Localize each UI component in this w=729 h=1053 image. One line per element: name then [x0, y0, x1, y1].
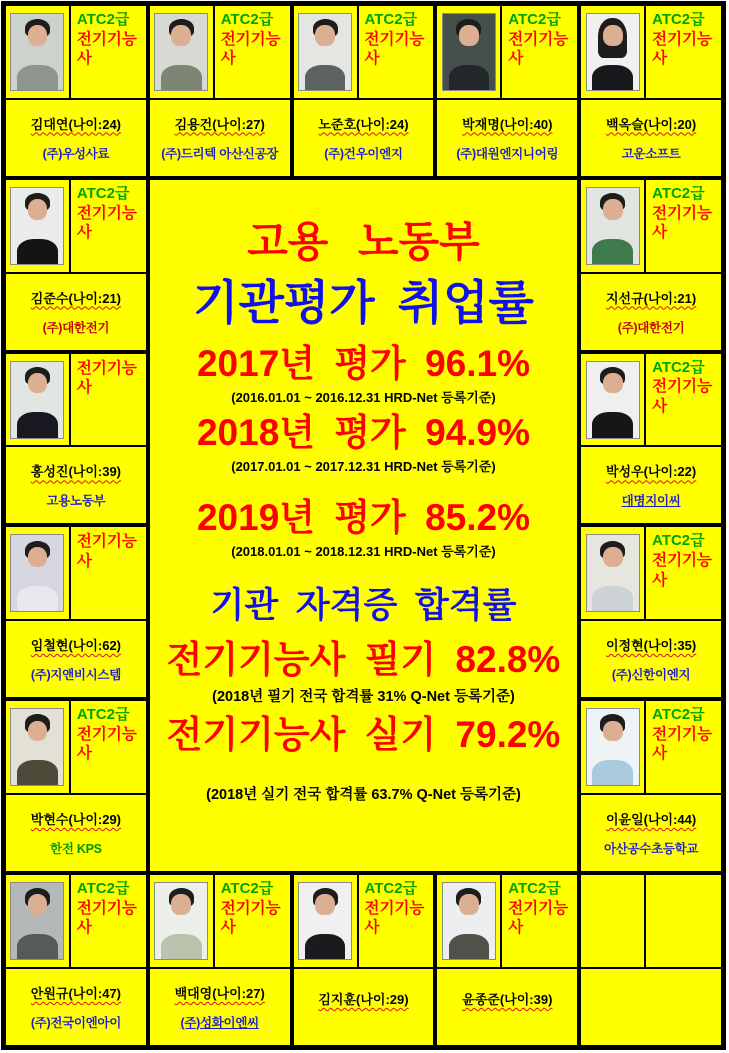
- company-name: (주)지앤비시스템: [30, 668, 121, 683]
- photo-face: [459, 25, 479, 46]
- cert-label-box: [502, 6, 577, 98]
- cell-bottom-section: [6, 795, 146, 871]
- photo-face: [171, 25, 191, 46]
- person-cell: [579, 525, 723, 699]
- cell-top-section: [437, 875, 577, 969]
- person-name: 홍성진(나이:39): [30, 464, 122, 480]
- cert-grade-label: ATC2급: [652, 11, 705, 28]
- cell-top-section: [581, 875, 721, 969]
- id-photo: [154, 13, 208, 91]
- cell-bottom-section: [294, 100, 434, 176]
- person-cell: [4, 525, 148, 699]
- cert-label-box: [502, 875, 577, 967]
- evaluation-caption: (2017.01.01 ~ 2017.12.31 HRD-Net 등록기준): [231, 458, 496, 474]
- photo-face: [171, 894, 191, 915]
- cell-bottom-section: [437, 969, 577, 1045]
- evaluation-caption: (2018.01.01 ~ 2018.12.31 HRD-Net 등록기준): [231, 543, 496, 559]
- cert-grade-label: ATC2급: [220, 880, 274, 898]
- photo-face: [459, 894, 479, 915]
- cell-top-section: [581, 6, 721, 100]
- photo-box: [6, 527, 71, 619]
- person-name: 박재명(나이:40): [462, 116, 553, 132]
- person-cell: [579, 699, 723, 873]
- company-name: (주)우성사료: [42, 146, 110, 161]
- cell-bottom-section: [6, 447, 146, 523]
- company-name: 대명지이씨: [621, 494, 681, 509]
- cert-result-list: [166, 638, 561, 815]
- cell-top-section: [294, 6, 434, 100]
- cert-label-box: [646, 354, 721, 446]
- company-name: 고운소프트: [621, 146, 681, 161]
- cert-result-caption: (2018년 필기 전국 합격률 31% Q-Net 등록기준): [212, 689, 515, 706]
- company-name: (주)대한전기: [617, 320, 685, 335]
- photo-box: [6, 354, 71, 446]
- photo-torso: [17, 586, 58, 612]
- company-name: 아산공수초등학교: [603, 842, 699, 857]
- photo-face: [603, 373, 623, 394]
- id-photo: [586, 13, 640, 91]
- cell-bottom-section: [6, 274, 146, 350]
- cert-label-box: [71, 180, 146, 272]
- photo-box: [581, 875, 646, 967]
- cert-title: 기관 자격증 합격률: [210, 585, 517, 625]
- photo-face: [603, 721, 623, 742]
- poster-title-line2: 기관평가 취업률: [193, 275, 534, 329]
- poster-title-line1: 고용 노동부: [247, 217, 480, 265]
- cert-grade-label: ATC2급: [652, 358, 705, 376]
- photo-torso: [17, 934, 58, 960]
- cert-grade-label: ATC2급: [364, 880, 418, 898]
- cell-top-section: [150, 6, 290, 100]
- cert-grade-label: ATC2급: [508, 11, 561, 28]
- cell-bottom-section: [6, 100, 146, 176]
- company-name: (주)대원엔지니어링: [456, 146, 559, 161]
- person-name: 노준호(나이:24): [318, 116, 409, 132]
- photo-torso: [449, 934, 490, 960]
- person-cell: [292, 4, 436, 178]
- cell-top-section: [6, 701, 146, 795]
- photo-torso: [17, 65, 58, 91]
- photo-box: [294, 6, 359, 98]
- cert-grade-label: ATC2급: [652, 706, 705, 724]
- company-name: (주)신한이엔지: [611, 668, 691, 683]
- cert-label-box: [215, 875, 290, 967]
- cell-bottom-section: [6, 969, 146, 1045]
- cell-bottom-section: [581, 274, 721, 350]
- photo-box: [6, 875, 71, 967]
- evaluation-label: 2018년 평가 94.9%: [196, 412, 530, 454]
- cert-grade-label: ATC2급: [652, 532, 705, 550]
- photo-box: [581, 354, 646, 446]
- id-photo: [10, 187, 64, 265]
- cert-label-box: [646, 875, 721, 967]
- photo-torso: [17, 239, 58, 265]
- cert-name-label: 전기기능사: [220, 899, 281, 937]
- company-name: (주)성화이엔씨: [180, 1015, 259, 1030]
- person-cell: [4, 352, 148, 526]
- cell-top-section: [6, 180, 146, 274]
- photo-box: [437, 875, 502, 967]
- cell-top-section: [6, 875, 146, 969]
- person-cell: [435, 873, 579, 1047]
- person-name: 윤종준(나이:39): [462, 991, 553, 1007]
- cell-bottom-section: [294, 969, 434, 1045]
- cert-name-label: 전기기능사: [652, 30, 712, 68]
- person-cell: [579, 178, 723, 352]
- poster: [1, 1, 726, 1050]
- person-name: 백옥슬(나이:20): [605, 116, 697, 132]
- photo-face: [28, 894, 48, 915]
- person-cell: [148, 873, 292, 1047]
- cert-label-box: [646, 6, 721, 98]
- company-name: (주)전국이엔아이: [30, 1015, 121, 1030]
- cert-name-label: 전기기능사: [364, 30, 425, 68]
- photo-torso: [592, 412, 633, 438]
- person-name: 이윤일(나이:44): [605, 812, 697, 828]
- id-photo: [442, 882, 496, 960]
- photo-face: [603, 25, 623, 46]
- photo-torso: [592, 760, 633, 786]
- id-photo: [10, 534, 64, 612]
- cell-top-section: [581, 701, 721, 795]
- cert-label-box: [71, 6, 146, 98]
- cert-name-label: 전기기능사: [76, 899, 137, 937]
- person-name: 지선규(나이:21): [605, 290, 697, 306]
- photo-box: [294, 875, 359, 967]
- person-name: 김용건(나이:27): [174, 116, 265, 132]
- cell-top-section: [581, 354, 721, 448]
- id-photo: [586, 187, 640, 265]
- cell-top-section: [581, 527, 721, 621]
- company-name: (주)건우이엔지: [324, 146, 403, 161]
- cert-result-row: [167, 716, 561, 814]
- cert-name-label: 전기기능사: [652, 378, 712, 415]
- cell-bottom-section: [581, 100, 721, 176]
- cert-label-box: [359, 6, 434, 98]
- cert-name-label: 전기기능사: [364, 899, 425, 937]
- cert-result-row: [166, 638, 561, 717]
- cert-name-label: 전기기능사: [652, 552, 712, 589]
- cert-name-label: 전기기능사: [76, 533, 137, 570]
- person-cell: [4, 178, 148, 352]
- id-photo: [586, 534, 640, 612]
- photo-face: [28, 373, 48, 394]
- evaluation-row: [197, 345, 530, 414]
- id-photo: [10, 13, 64, 91]
- person-name: 백대영(나이:27): [174, 985, 265, 1001]
- cell-top-section: [581, 180, 721, 274]
- cell-top-section: [6, 354, 146, 448]
- cert-label-box: [71, 875, 146, 967]
- photo-face: [28, 25, 48, 46]
- company-name: (주)드리텍 아산신공장: [161, 146, 279, 161]
- person-cell: [579, 873, 723, 1047]
- cert-name-label: 전기기능사: [76, 726, 137, 763]
- person-name: 김지훈(나이:29): [318, 991, 409, 1007]
- evaluation-list: [197, 345, 530, 568]
- photo-face: [603, 547, 623, 568]
- cert-grade-label: ATC2급: [220, 11, 274, 28]
- cert-grade-label: ATC2급: [652, 184, 705, 202]
- photo-torso: [449, 65, 490, 91]
- person-cell: [579, 4, 723, 178]
- cert-result-caption: (2018년 실기 전국 합격률 63.7% Q-Net 등록기준): [206, 787, 521, 804]
- company-name: (주)대한전기: [42, 320, 110, 335]
- person-name: 김준수(나이:21): [30, 290, 122, 306]
- company-name: 고용노동부: [46, 494, 106, 509]
- billboard: [148, 178, 579, 873]
- cell-bottom-section: [581, 969, 721, 1045]
- photo-box: [581, 180, 646, 272]
- cert-grade-label: ATC2급: [76, 184, 130, 202]
- evaluation-row: [196, 496, 530, 568]
- cell-bottom-section: [437, 100, 577, 176]
- id-photo: [10, 882, 64, 960]
- id-photo: [10, 361, 64, 439]
- photo-face: [28, 199, 48, 220]
- person-cell: [4, 4, 148, 178]
- person-cell: [4, 699, 148, 873]
- person-name: 안원규(나이:47): [30, 985, 122, 1001]
- evaluation-label: 2019년 평가 85.2%: [196, 496, 530, 538]
- cert-label-box: [71, 527, 146, 619]
- photo-face: [315, 894, 335, 915]
- cert-name-label: 전기기능사: [76, 359, 137, 397]
- cell-top-section: [6, 6, 146, 100]
- evaluation-caption: (2016.01.01 ~ 2016.12.31 HRD-Net 등록기준): [231, 390, 496, 406]
- id-photo: [298, 13, 352, 91]
- person-name: 김대연(나이:24): [30, 116, 122, 132]
- evaluation-row: [197, 414, 530, 483]
- id-photo: [154, 882, 208, 960]
- person-cell: [292, 873, 436, 1047]
- cert-label-box: [646, 701, 721, 793]
- cert-label-box: [71, 354, 146, 446]
- photo-torso: [161, 65, 202, 91]
- photo-torso: [17, 760, 58, 786]
- id-photo: [10, 708, 64, 786]
- cert-name-label: 전기기능사: [76, 30, 137, 68]
- evaluation-label: 2017년 평가 96.1%: [196, 343, 530, 385]
- cert-result-label: 전기기능사 필기 82.8%: [166, 638, 561, 680]
- cell-bottom-section: [150, 100, 290, 176]
- photo-box: [6, 6, 71, 98]
- photo-torso: [592, 586, 633, 612]
- photo-face: [28, 721, 48, 742]
- cert-name-label: 전기기능사: [652, 726, 712, 763]
- photo-box: [437, 6, 502, 98]
- person-cell: [148, 4, 292, 178]
- person-name: 이정현(나이:35): [605, 638, 697, 654]
- photo-box: [6, 180, 71, 272]
- cell-top-section: [437, 6, 577, 100]
- cell-top-section: [294, 875, 434, 969]
- cell-bottom-section: [581, 621, 721, 697]
- person-name: 임철현(나이:62): [30, 638, 122, 654]
- photo-torso: [17, 412, 58, 438]
- cell-bottom-section: [581, 795, 721, 871]
- cell-bottom-section: [150, 969, 290, 1045]
- photo-box: [6, 701, 71, 793]
- id-photo: [586, 708, 640, 786]
- photo-torso: [305, 934, 346, 960]
- photo-torso: [592, 239, 633, 265]
- photo-torso: [305, 65, 346, 91]
- cert-label-box: [646, 180, 721, 272]
- photo-box: [581, 6, 646, 98]
- id-photo: [442, 13, 496, 91]
- person-name: 박현수(나이:29): [30, 812, 122, 828]
- cert-label-box: [215, 6, 290, 98]
- cert-name-label: 전기기능사: [220, 30, 281, 68]
- cert-name-label: 전기기능사: [652, 204, 712, 241]
- cert-name-label: 전기기능사: [508, 30, 569, 68]
- person-cell: [435, 4, 579, 178]
- person-cell: [579, 352, 723, 526]
- cell-top-section: [6, 527, 146, 621]
- cert-label-box: [646, 527, 721, 619]
- photo-face: [315, 25, 335, 46]
- photo-torso: [592, 65, 633, 91]
- cert-label-box: [359, 875, 434, 967]
- cert-name-label: 전기기능사: [508, 899, 569, 937]
- cert-grade-label: ATC2급: [76, 880, 130, 898]
- photo-face: [603, 199, 623, 220]
- cert-result-label: 전기기능사 실기 79.2%: [166, 714, 561, 756]
- cert-grade-label: ATC2급: [76, 11, 130, 28]
- person-name: 박성우(나이:22): [605, 464, 697, 480]
- cert-label-box: [71, 701, 146, 793]
- photo-torso: [161, 934, 202, 960]
- photo-box: [150, 6, 215, 98]
- company-name: 한전 KPS: [50, 842, 102, 857]
- cert-name-label: 전기기능사: [76, 204, 137, 241]
- id-photo: [298, 882, 352, 960]
- cell-top-section: [150, 875, 290, 969]
- cell-bottom-section: [6, 621, 146, 697]
- photo-box: [581, 701, 646, 793]
- photo-box: [581, 527, 646, 619]
- cert-grade-label: ATC2급: [76, 706, 130, 724]
- cert-grade-label: ATC2급: [364, 11, 418, 28]
- cert-grade-label: ATC2급: [508, 880, 561, 898]
- id-photo: [586, 361, 640, 439]
- cell-bottom-section: [581, 447, 721, 523]
- person-cell: [4, 873, 148, 1047]
- photo-face: [28, 547, 48, 568]
- photo-box: [150, 875, 215, 967]
